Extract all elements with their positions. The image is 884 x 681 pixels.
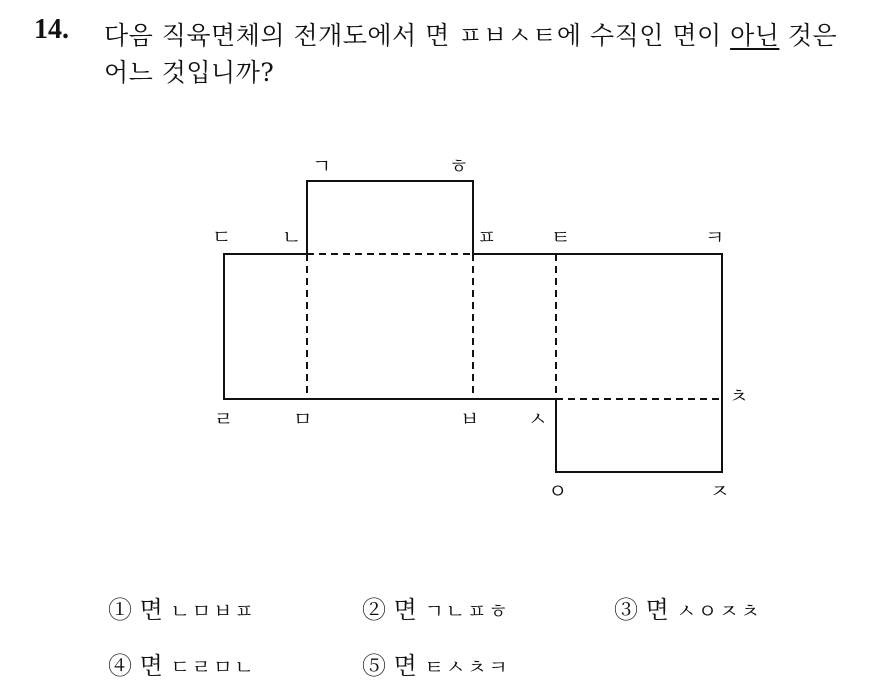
question-text-a: 다음 직육면체의 전개도에서 면 ㅍㅂㅅㅌ에 수직인 면이 <box>104 21 731 50</box>
choice-2[interactable] <box>362 590 510 625</box>
choice-2-number: ② <box>362 596 386 624</box>
vertex-label-g: ㄱ <box>312 154 332 178</box>
choice-2-word: 면 <box>393 596 417 624</box>
vertex-label-r: ㄹ <box>214 407 234 431</box>
question-number: 14. <box>34 14 69 45</box>
choice-3-word: 면 <box>645 596 669 624</box>
vertex-label-t: ㅌ <box>551 225 571 249</box>
vertex-label-h: ㅎ <box>449 154 469 178</box>
choice-3-number: ③ <box>614 596 638 624</box>
vertex-label-s: ㅅ <box>528 407 548 431</box>
choice-5-word: 면 <box>393 652 417 680</box>
choice-4-word: 면 <box>139 652 163 680</box>
vertex-label-ch: ㅊ <box>729 384 749 408</box>
choice-1-face: ㄴㅁㅂㅍ <box>170 599 256 623</box>
question-text-b: 것은 <box>779 21 838 50</box>
question-underlined-word: 아닌 <box>730 21 780 50</box>
vertex-label-b: ㅂ <box>460 407 480 431</box>
choice-5-number: ⑤ <box>362 652 386 680</box>
vertex-label-p: ㅍ <box>477 225 497 249</box>
choice-2-face: ㄱㄴㅍㅎ <box>424 599 510 623</box>
question-line-2: 어느 것입니까? <box>104 58 275 87</box>
vertex-label-d: ㄷ <box>212 225 232 249</box>
choice-4[interactable] <box>108 646 256 681</box>
choice-5[interactable] <box>362 646 510 681</box>
vertex-label-j: ㅈ <box>710 479 730 503</box>
choice-4-face: ㄷㄹㅁㄴ <box>170 655 256 679</box>
vertex-label-n: ㄴ <box>282 225 302 249</box>
choice-1-number: ① <box>108 596 132 624</box>
vertex-label-m: ㅁ <box>293 407 313 431</box>
choice-1[interactable] <box>108 590 256 625</box>
choice-3-face: ㅅㅇㅈㅊ <box>676 599 762 623</box>
vertex-label-k: ㅋ <box>705 225 725 249</box>
vertex-label-o: ㅇ <box>548 479 568 503</box>
choice-5-face: ㅌㅅㅊㅋ <box>424 655 510 679</box>
choice-4-number: ④ <box>108 652 132 680</box>
choice-3[interactable] <box>614 590 762 625</box>
choice-1-word: 면 <box>139 596 163 624</box>
